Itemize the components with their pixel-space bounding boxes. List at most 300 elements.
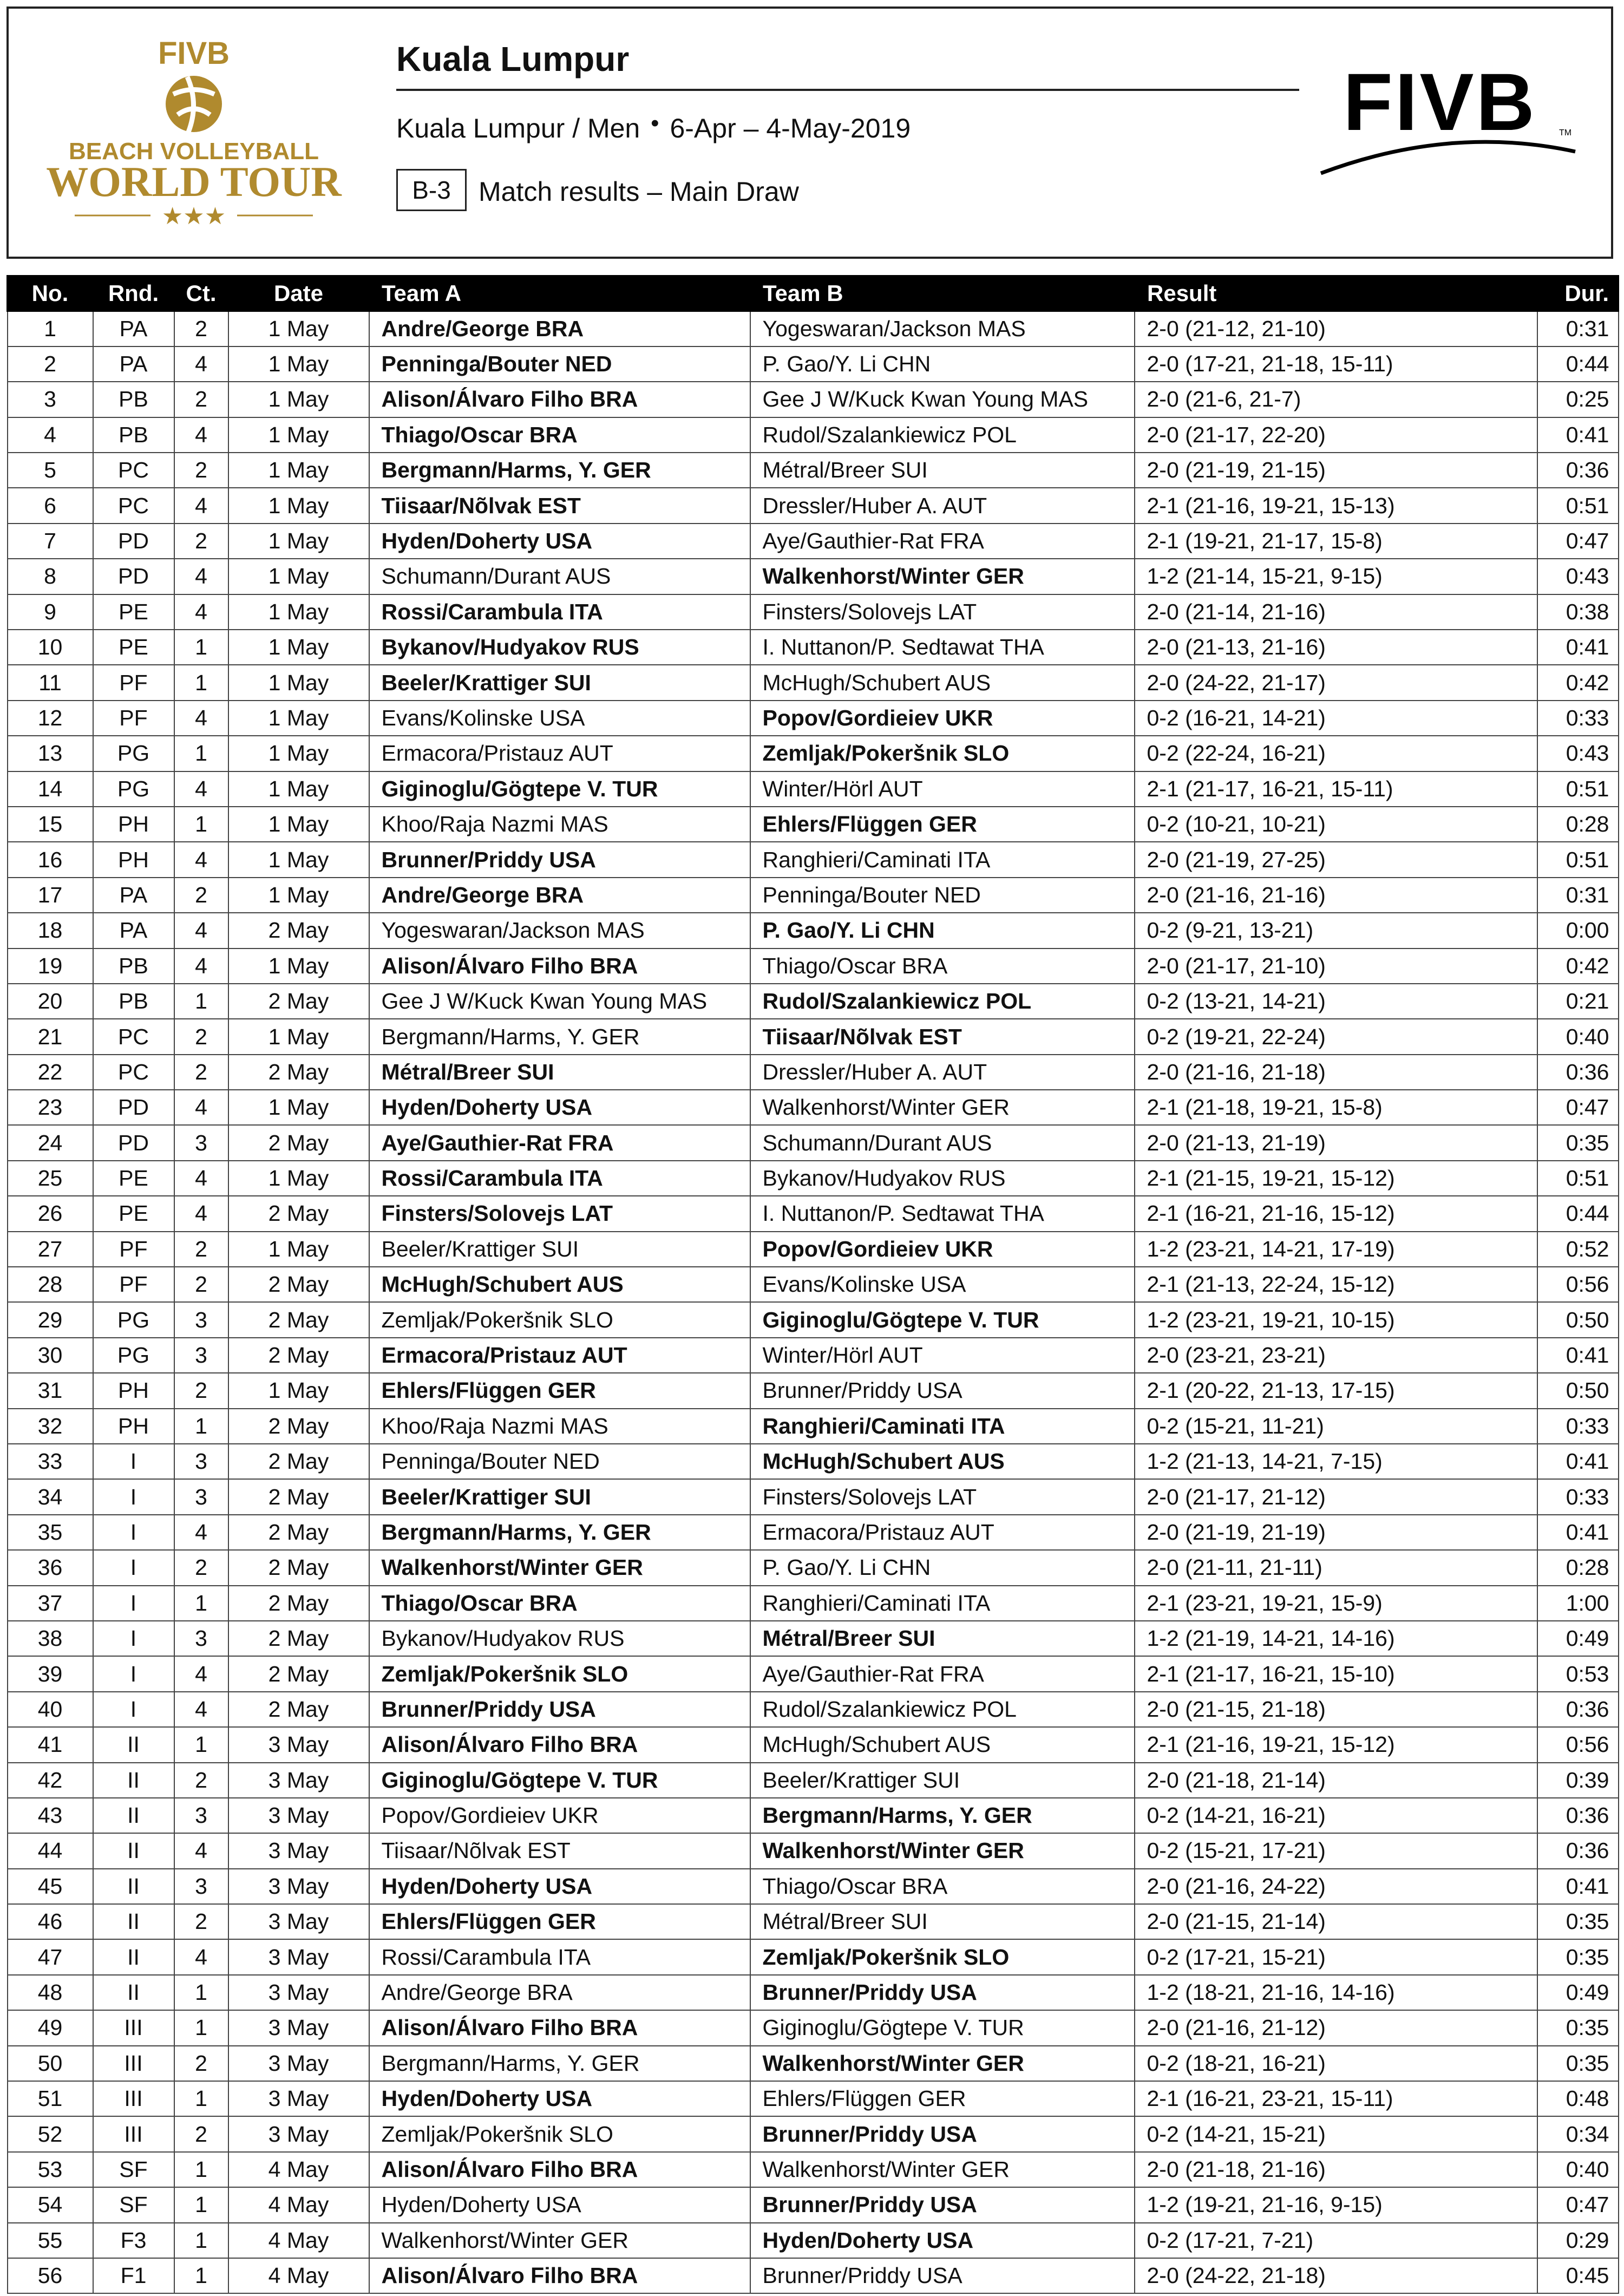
- cell-team-b: Thiago/Oscar BRA: [750, 949, 1135, 984]
- cell-date: 3 May: [228, 1939, 369, 1974]
- cell-team-a: Rossi/Carambula ITA: [369, 594, 750, 630]
- cell-date: 3 May: [228, 2046, 369, 2081]
- cell-team-a: Hyden/Doherty USA: [369, 2187, 750, 2222]
- cell-date: 1 May: [228, 453, 369, 488]
- cell-court: 1: [174, 984, 228, 1019]
- cell-date: 4 May: [228, 2152, 369, 2187]
- cell-result: 1-2 (19-21, 21-16, 9-15): [1135, 2187, 1537, 2222]
- cell-court: 2: [174, 382, 228, 417]
- cell-date: 4 May: [228, 2258, 369, 2293]
- cell-no: 7: [8, 524, 93, 559]
- cell-duration: 0:47: [1537, 524, 1619, 559]
- cell-no: 19: [8, 949, 93, 984]
- cell-duration: 0:44: [1537, 346, 1619, 382]
- cell-result: 0-2 (15-21, 11-21): [1135, 1409, 1537, 1444]
- cell-court: 2: [174, 2116, 228, 2151]
- cell-no: 27: [8, 1232, 93, 1267]
- cell-court: 1: [174, 2081, 228, 2116]
- cell-no: 12: [8, 701, 93, 736]
- table-row: [8, 878, 1619, 913]
- cell-round: SF: [93, 2152, 174, 2187]
- cell-date: 1 May: [228, 311, 369, 346]
- cell-team-a: Tiisaar/Nõlvak EST: [369, 488, 750, 523]
- cell-team-a: Zemljak/Pokeršnik SLO: [369, 1656, 750, 1691]
- cell-team-b: Brunner/Priddy USA: [750, 1373, 1135, 1408]
- cell-result: 2-0 (21-17, 22-20): [1135, 417, 1537, 453]
- cell-team-b: Métral/Breer SUI: [750, 453, 1135, 488]
- cell-team-b: Finsters/Solovejs LAT: [750, 1479, 1135, 1514]
- cell-court: 3: [174, 1338, 228, 1373]
- cell-team-a: Bykanov/Hudyakov RUS: [369, 1621, 750, 1656]
- cell-duration: 0:45: [1537, 2258, 1619, 2293]
- col-header-no: No.: [8, 276, 93, 311]
- cell-court: 4: [174, 771, 228, 807]
- cell-team-a: Alison/Álvaro Filho BRA: [369, 2258, 750, 2293]
- cell-team-a: Beeler/Krattiger SUI: [369, 665, 750, 700]
- cell-no: 34: [8, 1479, 93, 1514]
- cell-duration: 0:35: [1537, 1939, 1619, 1974]
- cell-date: 1 May: [228, 1232, 369, 1267]
- cell-round: I: [93, 1621, 174, 1656]
- table-row: [8, 1515, 1619, 1550]
- cell-no: 26: [8, 1196, 93, 1231]
- cell-result: 2-0 (21-17, 21-12): [1135, 1479, 1537, 1514]
- table-row: [8, 1196, 1619, 1231]
- cell-team-b: Dressler/Huber A. AUT: [750, 488, 1135, 523]
- cell-result: 2-1 (16-21, 23-21, 15-11): [1135, 2081, 1537, 2116]
- cell-court: 4: [174, 559, 228, 594]
- cell-no: 44: [8, 1833, 93, 1868]
- cell-team-a: Gee J W/Kuck Kwan Young MAS: [369, 984, 750, 1019]
- cell-round: I: [93, 1550, 174, 1585]
- cell-team-a: Popov/Gordieiev UKR: [369, 1798, 750, 1833]
- table-row: [8, 524, 1619, 559]
- cell-date: 2 May: [228, 1515, 369, 1550]
- col-header-date: Date: [228, 276, 369, 311]
- cell-duration: 0:42: [1537, 665, 1619, 700]
- cell-no: 22: [8, 1055, 93, 1090]
- cell-court: 3: [174, 1621, 228, 1656]
- cell-team-a: Brunner/Priddy USA: [369, 842, 750, 877]
- cell-date: 3 May: [228, 1763, 369, 1798]
- cell-date: 1 May: [228, 1019, 369, 1054]
- cell-result: 2-0 (21-16, 21-16): [1135, 878, 1537, 913]
- cell-no: 38: [8, 1621, 93, 1656]
- cell-result: 2-0 (21-19, 21-19): [1135, 1515, 1537, 1550]
- cell-court: 4: [174, 842, 228, 877]
- cell-round: PC: [93, 1019, 174, 1054]
- cell-team-a: Khoo/Raja Nazmi MAS: [369, 807, 750, 842]
- cell-team-a: Métral/Breer SUI: [369, 1055, 750, 1090]
- cell-duration: 0:49: [1537, 1975, 1619, 2010]
- cell-duration: 0:36: [1537, 453, 1619, 488]
- cell-date: 3 May: [228, 1869, 369, 1904]
- cell-team-a: Hyden/Doherty USA: [369, 1090, 750, 1125]
- cell-team-b: Brunner/Priddy USA: [750, 2258, 1135, 2293]
- cell-date: 3 May: [228, 2116, 369, 2151]
- cell-team-a: Alison/Álvaro Filho BRA: [369, 382, 750, 417]
- table-row: [8, 346, 1619, 382]
- cell-court: 4: [174, 1939, 228, 1974]
- cell-duration: 0:41: [1537, 1515, 1619, 1550]
- cell-result: 2-0 (21-11, 21-11): [1135, 1550, 1537, 1585]
- cell-court: 2: [174, 311, 228, 346]
- cell-result: 2-0 (21-17, 21-10): [1135, 949, 1537, 984]
- subtitle-dates: 6-Apr – 4-May-2019: [670, 113, 911, 143]
- cell-team-b: Schumann/Durant AUS: [750, 1125, 1135, 1160]
- table-row: [8, 1586, 1619, 1621]
- cell-date: 1 May: [228, 1090, 369, 1125]
- cell-team-b: Bergmann/Harms, Y. GER: [750, 1798, 1135, 1833]
- table-row: [8, 1161, 1619, 1196]
- cell-duration: 0:36: [1537, 1692, 1619, 1727]
- cell-team-b: Winter/Hörl AUT: [750, 1338, 1135, 1373]
- cell-team-b: Popov/Gordieiev UKR: [750, 701, 1135, 736]
- cell-duration: 0:33: [1537, 1409, 1619, 1444]
- cell-result: 1-2 (21-13, 14-21, 7-15): [1135, 1444, 1537, 1479]
- cell-round: PD: [93, 559, 174, 594]
- cell-duration: 0:36: [1537, 1055, 1619, 1090]
- table-row: [8, 1904, 1619, 1939]
- table-row: [8, 1692, 1619, 1727]
- cell-no: 47: [8, 1939, 93, 1974]
- document-label: Match results – Main Draw: [479, 176, 799, 207]
- cell-date: 2 May: [228, 1479, 369, 1514]
- table-row: [8, 1055, 1619, 1090]
- cell-date: 2 May: [228, 1550, 369, 1585]
- cell-team-a: Alison/Álvaro Filho BRA: [369, 1727, 750, 1762]
- cell-no: 2: [8, 346, 93, 382]
- cell-duration: 0:34: [1537, 2116, 1619, 2151]
- cell-team-a: Ehlers/Flüggen GER: [369, 1373, 750, 1408]
- cell-no: 35: [8, 1515, 93, 1550]
- cell-no: 25: [8, 1161, 93, 1196]
- cell-no: 4: [8, 417, 93, 453]
- cell-court: 1: [174, 2010, 228, 2045]
- cell-result: 0-2 (18-21, 16-21): [1135, 2046, 1537, 2081]
- cell-date: 1 May: [228, 630, 369, 665]
- cell-duration: 0:44: [1537, 1196, 1619, 1231]
- cell-date: 4 May: [228, 2223, 369, 2258]
- cell-court: 2: [174, 453, 228, 488]
- cell-date: 1 May: [228, 382, 369, 417]
- cell-round: II: [93, 1833, 174, 1868]
- table-row: [8, 771, 1619, 807]
- cell-team-b: P. Gao/Y. Li CHN: [750, 1550, 1135, 1585]
- table-row: [8, 1869, 1619, 1904]
- cell-duration: 0:41: [1537, 1869, 1619, 1904]
- table-row: [8, 913, 1619, 948]
- cell-result: 2-0 (21-14, 21-16): [1135, 594, 1537, 630]
- cell-no: 14: [8, 771, 93, 807]
- cell-duration: 0:33: [1537, 701, 1619, 736]
- cell-round: PG: [93, 1302, 174, 1337]
- cell-no: 56: [8, 2258, 93, 2293]
- cell-result: 2-1 (21-13, 22-24, 15-12): [1135, 1267, 1537, 1302]
- cell-court: 4: [174, 701, 228, 736]
- cell-team-a: Brunner/Priddy USA: [369, 1692, 750, 1727]
- cell-team-b: P. Gao/Y. Li CHN: [750, 913, 1135, 948]
- cell-no: 17: [8, 878, 93, 913]
- cell-team-a: Hyden/Doherty USA: [369, 1869, 750, 1904]
- results-table: [6, 275, 1619, 2294]
- cell-round: PD: [93, 1125, 174, 1160]
- cell-team-b: Walkenhorst/Winter GER: [750, 559, 1135, 594]
- cell-date: 1 May: [228, 1161, 369, 1196]
- cell-duration: 0:29: [1537, 2223, 1619, 2258]
- cell-round: I: [93, 1656, 174, 1691]
- cell-no: 41: [8, 1727, 93, 1762]
- cell-duration: 0:38: [1537, 594, 1619, 630]
- cell-duration: 0:25: [1537, 382, 1619, 417]
- cell-duration: 0:21: [1537, 984, 1619, 1019]
- cell-duration: 0:43: [1537, 736, 1619, 771]
- cell-round: I: [93, 1479, 174, 1514]
- cell-team-a: Alison/Álvaro Filho BRA: [369, 2010, 750, 2045]
- page-title: Kuala Lumpur: [396, 40, 630, 79]
- cell-court: 1: [174, 1727, 228, 1762]
- cell-no: 48: [8, 1975, 93, 2010]
- cell-round: PG: [93, 736, 174, 771]
- cell-duration: 0:35: [1537, 2046, 1619, 2081]
- table-row: [8, 2010, 1619, 2045]
- cell-date: 3 May: [228, 2010, 369, 2045]
- cell-team-b: Rudol/Szalankiewicz POL: [750, 417, 1135, 453]
- cell-date: 2 May: [228, 913, 369, 948]
- cell-court: 2: [174, 2046, 228, 2081]
- cell-duration: 0:00: [1537, 913, 1619, 948]
- cell-result: 0-2 (14-21, 15-21): [1135, 2116, 1537, 2151]
- cell-result: 2-0 (21-19, 27-25): [1135, 842, 1537, 877]
- cell-team-a: Hyden/Doherty USA: [369, 524, 750, 559]
- cell-duration: 0:36: [1537, 1833, 1619, 1868]
- table-row: [8, 1090, 1619, 1125]
- cell-team-a: Finsters/Solovejs LAT: [369, 1196, 750, 1231]
- cell-duration: 0:47: [1537, 2187, 1619, 2222]
- cell-round: III: [93, 2081, 174, 2116]
- cell-result: 2-1 (19-21, 21-17, 15-8): [1135, 524, 1537, 559]
- cell-team-b: P. Gao/Y. Li CHN: [750, 346, 1135, 382]
- cell-result: 0-2 (9-21, 13-21): [1135, 913, 1537, 948]
- cell-court: 2: [174, 1232, 228, 1267]
- cell-result: 2-0 (21-15, 21-18): [1135, 1692, 1537, 1727]
- cell-duration: 0:28: [1537, 1550, 1619, 1585]
- cell-date: 3 May: [228, 1798, 369, 1833]
- cell-duration: 0:56: [1537, 1267, 1619, 1302]
- cell-team-b: Walkenhorst/Winter GER: [750, 1090, 1135, 1125]
- cell-court: 4: [174, 594, 228, 630]
- cell-date: 2 May: [228, 1444, 369, 1479]
- cell-date: 3 May: [228, 1727, 369, 1762]
- cell-team-b: Beeler/Krattiger SUI: [750, 1763, 1135, 1798]
- cell-team-a: Tiisaar/Nõlvak EST: [369, 1833, 750, 1868]
- cell-result: 2-1 (21-18, 19-21, 15-8): [1135, 1090, 1537, 1125]
- world-tour-logo: [15, 34, 372, 228]
- cell-duration: 0:39: [1537, 1763, 1619, 1798]
- cell-no: 31: [8, 1373, 93, 1408]
- cell-team-b: Dressler/Huber A. AUT: [750, 1055, 1135, 1090]
- cell-result: 2-0 (21-13, 21-16): [1135, 630, 1537, 665]
- cell-team-b: Walkenhorst/Winter GER: [750, 2152, 1135, 2187]
- subtitle-event: Kuala Lumpur / Men: [396, 113, 640, 143]
- col-header-team-a: Team A: [369, 276, 750, 311]
- cell-round: II: [93, 1869, 174, 1904]
- cell-round: PA: [93, 878, 174, 913]
- cell-team-a: Andre/George BRA: [369, 311, 750, 346]
- cell-duration: 0:35: [1537, 2010, 1619, 2045]
- cell-date: 1 May: [228, 701, 369, 736]
- table-row: [8, 807, 1619, 842]
- cell-court: 1: [174, 665, 228, 700]
- cell-team-a: Zemljak/Pokeršnik SLO: [369, 2116, 750, 2151]
- cell-date: 2 May: [228, 1055, 369, 1090]
- cell-duration: 0:51: [1537, 771, 1619, 807]
- cell-result: 2-0 (21-16, 21-18): [1135, 1055, 1537, 1090]
- cell-result: 0-2 (22-24, 16-21): [1135, 736, 1537, 771]
- table-row: [8, 311, 1619, 346]
- cell-round: II: [93, 1904, 174, 1939]
- cell-date: 3 May: [228, 2081, 369, 2116]
- cell-no: 23: [8, 1090, 93, 1125]
- cell-team-b: McHugh/Schubert AUS: [750, 665, 1135, 700]
- cell-team-b: Walkenhorst/Winter GER: [750, 2046, 1135, 2081]
- table-row: [8, 630, 1619, 665]
- cell-team-a: Schumann/Durant AUS: [369, 559, 750, 594]
- cell-result: 0-2 (16-21, 14-21): [1135, 701, 1537, 736]
- cell-round: PE: [93, 594, 174, 630]
- cell-no: 21: [8, 1019, 93, 1054]
- cell-round: PC: [93, 453, 174, 488]
- cell-team-b: Ehlers/Flüggen GER: [750, 2081, 1135, 2116]
- cell-round: PF: [93, 1267, 174, 1302]
- cell-no: 24: [8, 1125, 93, 1160]
- cell-round: PA: [93, 913, 174, 948]
- cell-duration: 0:53: [1537, 1656, 1619, 1691]
- cell-round: PB: [93, 382, 174, 417]
- table-row: [8, 1267, 1619, 1302]
- table-row: [8, 1939, 1619, 1974]
- cell-team-a: Evans/Kolinske USA: [369, 701, 750, 736]
- table-row: [8, 594, 1619, 630]
- cell-no: 45: [8, 1869, 93, 1904]
- cell-court: 1: [174, 2258, 228, 2293]
- cell-team-b: Popov/Gordieiev UKR: [750, 1232, 1135, 1267]
- subtitle: [396, 110, 911, 144]
- cell-team-b: Giginoglu/Gögtepe V. TUR: [750, 2010, 1135, 2045]
- cell-result: 0-2 (17-21, 7-21): [1135, 2223, 1537, 2258]
- cell-no: 8: [8, 559, 93, 594]
- table-row: [8, 842, 1619, 877]
- fivb-logo-tm: TM: [1559, 128, 1572, 138]
- cell-team-a: Ehlers/Flüggen GER: [369, 1904, 750, 1939]
- cell-team-a: Thiago/Oscar BRA: [369, 417, 750, 453]
- cell-date: 1 May: [228, 594, 369, 630]
- cell-date: 1 May: [228, 417, 369, 453]
- cell-round: PH: [93, 1409, 174, 1444]
- cell-no: 40: [8, 1692, 93, 1727]
- cell-team-b: Bykanov/Hudyakov RUS: [750, 1161, 1135, 1196]
- table-row: [8, 1975, 1619, 2010]
- table-row: [8, 2046, 1619, 2081]
- cell-duration: 0:41: [1537, 417, 1619, 453]
- cell-no: 1: [8, 311, 93, 346]
- cell-team-a: McHugh/Schubert AUS: [369, 1267, 750, 1302]
- cell-no: 13: [8, 736, 93, 771]
- cell-court: 1: [174, 2152, 228, 2187]
- cell-duration: 0:28: [1537, 807, 1619, 842]
- cell-result: 2-0 (21-18, 21-16): [1135, 2152, 1537, 2187]
- table-row: [8, 1232, 1619, 1267]
- cell-court: 2: [174, 1267, 228, 1302]
- cell-round: III: [93, 2116, 174, 2151]
- logo-world-tour: WORLD TOUR: [46, 158, 342, 205]
- cell-team-b: Giginoglu/Gögtepe V. TUR: [750, 1302, 1135, 1337]
- cell-duration: 0:52: [1537, 1232, 1619, 1267]
- table-row: [8, 1763, 1619, 1798]
- cell-date: 2 May: [228, 1338, 369, 1373]
- cell-round: III: [93, 2010, 174, 2045]
- cell-team-a: Alison/Álvaro Filho BRA: [369, 2152, 750, 2187]
- cell-court: 2: [174, 1904, 228, 1939]
- cell-team-a: Penninga/Bouter NED: [369, 346, 750, 382]
- cell-no: 46: [8, 1904, 93, 1939]
- col-header-rnd: Rnd.: [93, 276, 174, 311]
- cell-result: 0-2 (10-21, 10-21): [1135, 807, 1537, 842]
- cell-round: PE: [93, 1196, 174, 1231]
- cell-no: 5: [8, 453, 93, 488]
- cell-date: 1 May: [228, 665, 369, 700]
- cell-no: 50: [8, 2046, 93, 2081]
- cell-result: 0-2 (13-21, 14-21): [1135, 984, 1537, 1019]
- cell-round: II: [93, 1939, 174, 1974]
- cell-round: I: [93, 1515, 174, 1550]
- cell-team-b: Hyden/Doherty USA: [750, 2223, 1135, 2258]
- cell-result: 2-1 (21-15, 19-21, 15-12): [1135, 1161, 1537, 1196]
- table-row: [8, 1338, 1619, 1373]
- cell-result: 2-0 (21-16, 21-12): [1135, 2010, 1537, 2045]
- col-header-team-b: Team B: [750, 276, 1135, 311]
- cell-team-b: Finsters/Solovejs LAT: [750, 594, 1135, 630]
- cell-no: 30: [8, 1338, 93, 1373]
- cell-duration: 0:51: [1537, 1161, 1619, 1196]
- cell-duration: 0:31: [1537, 311, 1619, 346]
- table-row: [8, 1656, 1619, 1691]
- cell-team-a: Andre/George BRA: [369, 878, 750, 913]
- table-row: [8, 1019, 1619, 1054]
- cell-duration: 0:51: [1537, 488, 1619, 523]
- cell-team-b: Walkenhorst/Winter GER: [750, 1833, 1135, 1868]
- cell-date: 4 May: [228, 2187, 369, 2222]
- cell-no: 42: [8, 1763, 93, 1798]
- table-row: [8, 665, 1619, 700]
- cell-team-a: Giginoglu/Gögtepe V. TUR: [369, 1763, 750, 1798]
- cell-date: 3 May: [228, 1833, 369, 1868]
- cell-round: PB: [93, 984, 174, 1019]
- cell-date: 1 May: [228, 736, 369, 771]
- table-row: [8, 1373, 1619, 1408]
- cell-court: 4: [174, 1656, 228, 1691]
- cell-court: 1: [174, 1975, 228, 2010]
- cell-result: 2-0 (23-21, 23-21): [1135, 1338, 1537, 1373]
- fivb-logo: [1315, 60, 1586, 179]
- cell-no: 32: [8, 1409, 93, 1444]
- cell-round: I: [93, 1444, 174, 1479]
- cell-court: 3: [174, 1444, 228, 1479]
- cell-result: 2-0 (17-21, 21-18, 15-11): [1135, 346, 1537, 382]
- cell-no: 15: [8, 807, 93, 842]
- cell-date: 1 May: [228, 559, 369, 594]
- cell-court: 2: [174, 1373, 228, 1408]
